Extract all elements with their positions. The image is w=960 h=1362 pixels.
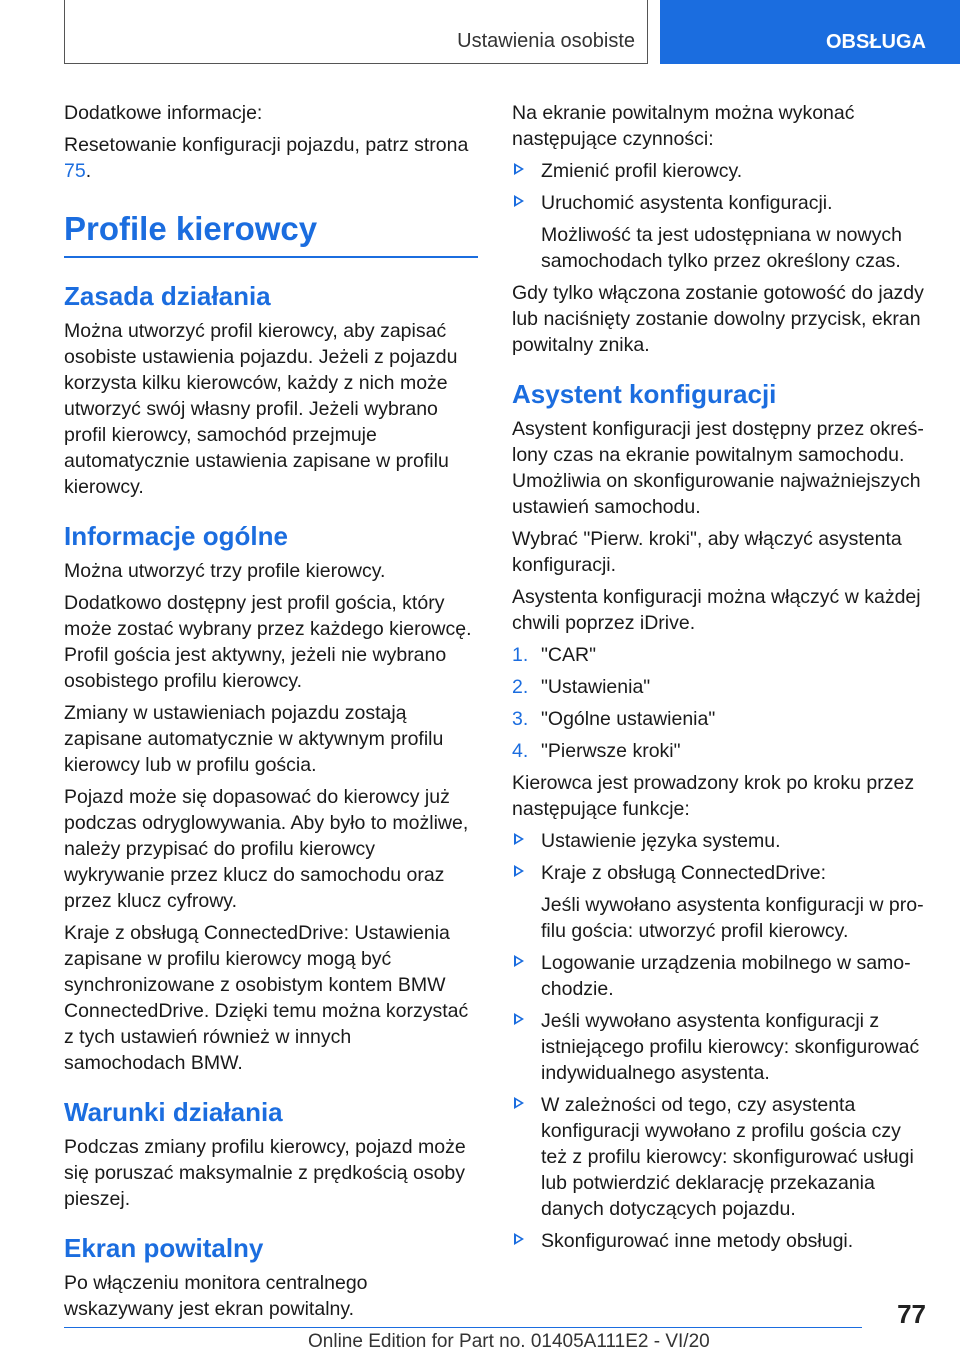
page-number: 77 bbox=[897, 1299, 926, 1329]
list-item: Ustawienie języka systemu. bbox=[512, 828, 926, 854]
triangle-bullet-icon bbox=[514, 865, 524, 877]
chapter-tab[interactable] bbox=[660, 0, 960, 64]
numbered-step: 1. "CAR" bbox=[512, 644, 597, 666]
section-heading: Ekran powitalny bbox=[64, 1233, 264, 1263]
page-link[interactable]: 75 bbox=[64, 160, 86, 182]
list-item: Zmienić profil kierowcy. bbox=[512, 158, 926, 184]
paragraph: Można utworzyć trzy profile kierowcy. bbox=[64, 560, 386, 582]
triangle-bullet-icon bbox=[514, 955, 524, 967]
triangle-bullet-icon bbox=[514, 1097, 524, 1109]
paragraph: Dodatkowo dostępny jest profil gościa, który może zostać wybrany przez każdego kierowcę. Profil gościa jest aktywny, jeżeli nie wybrano osobistego profilu kierowcy. bbox=[64, 592, 472, 692]
footer-divider bbox=[64, 1327, 862, 1328]
section-heading: Informacje ogólne bbox=[64, 521, 288, 551]
paragraph: Dodatkowe informacje: bbox=[64, 102, 263, 124]
left-column bbox=[64, 100, 478, 1328]
list-item: Logowanie urządzenia mobilnego w samochodzie. bbox=[512, 950, 926, 1002]
list-item-note: Jeśli wywołano asystenta konfiguracji w profilu gościa: utworzyć profil kierowcy. bbox=[541, 894, 924, 942]
chapter-heading: Profile kierowcy bbox=[64, 210, 478, 258]
paragraph: Asystenta konfiguracji można włączyć w każdej chwili poprzez iDrive. bbox=[512, 586, 921, 634]
paragraph: Można utworzyć profil kierowcy, aby zapisać osobiste ustawienia pojazdu. Jeżeli z pojazdu korzysta kilku kierowców, każdy z nich może utworzyć swój własny profil. Jeżeli wybrano profil kierowcy, samochód przejmuje automatycznie ustawienia zapisane w profilu kierowcy. bbox=[64, 320, 458, 498]
paragraph: Kraje z obsługą ConnectedDrive: Ustawienia zapisane w profilu kierowcy mogą być synchronizowane z osobistym kontem BMW ConnectedDrive. Dzięki temu można korzystać z tych ustawień również w innych samochodach BMW. bbox=[64, 922, 469, 1074]
paragraph: Wybrać "Pierw. kroki", aby włączyć asystenta konfiguracji. bbox=[512, 528, 902, 576]
triangle-bullet-icon bbox=[514, 833, 524, 845]
section-heading: Warunki działania bbox=[64, 1097, 283, 1127]
list-item: W zależności od tego, czy asystenta konfiguracji wywołano z profilu gościa czy też z profilu kierowcy: skonfigurować usługi lub potwierdzić deklarację przekazania danych dotyczących pojazdu. bbox=[512, 1092, 926, 1222]
right-column bbox=[512, 100, 926, 1260]
numbered-step: 2. "Ustawienia" bbox=[512, 676, 651, 698]
paragraph: Zmiany w ustawieniach pojazdu zostają zapisane automatycznie w aktywnym profilu kierowcy lub w profilu gościa. bbox=[64, 702, 444, 776]
triangle-bullet-icon bbox=[514, 163, 524, 175]
paragraph: Gdy tylko włączona zostanie gotowość do jazdy lub naciśnięty zostanie dowolny przycisk, ekran powitalny znika. bbox=[512, 282, 924, 356]
triangle-bullet-icon bbox=[514, 1013, 524, 1025]
list-item: Skonfigurować inne metody obsługi. bbox=[512, 1228, 926, 1254]
paragraph-reference: Resetowanie konfiguracji pojazdu, patrz strona 75. bbox=[64, 134, 469, 182]
paragraph: Asystent konfiguracji jest dostępny przez określony czas na ekranie powitalnym samochodu. Umożliwia on skonfigurowanie najważniejszych ustawień samochodu. bbox=[512, 418, 924, 518]
section-heading: Asystent konfiguracji bbox=[512, 379, 777, 409]
triangle-bullet-icon bbox=[514, 1233, 524, 1245]
numbered-step: 4. "Pierwsze kroki" bbox=[512, 740, 681, 762]
list-item: Kraje z obsługą ConnectedDrive: bbox=[512, 860, 926, 886]
triangle-bullet-icon bbox=[514, 195, 524, 207]
section-heading: Zasada działania bbox=[64, 281, 271, 311]
list-item-note: Możliwość ta jest udostępniana w nowych samochodach tylko przez określony czas. bbox=[541, 224, 902, 272]
chapter-tab-label: OBSŁUGA bbox=[826, 30, 926, 53]
section-title: Ustawienia osobiste bbox=[457, 30, 635, 52]
paragraph: Pojazd może się dopasować do kierowcy już podczas odryglowywania. Aby było to możliwe, należy przypisać do profilu kierowcy wykrywanie przez klucz do samochodu oraz przez klucz cyfrowy. bbox=[64, 786, 469, 912]
paragraph: Kierowca jest prowadzony krok po kroku przez następujące funkcje: bbox=[512, 772, 915, 820]
paragraph: Po włączeniu monitora centralnego wskazywany jest ekran powitalny. bbox=[64, 1272, 368, 1320]
list-item: Jeśli wywołano asystenta konfiguracji z istniejącego profilu kierowcy: skonfigurować indywidualnego asystenta. bbox=[512, 1008, 926, 1086]
header-box bbox=[64, 0, 648, 64]
edition-note: Online Edition for Part no. 01405A111E2 - VI/20 bbox=[308, 1331, 710, 1352]
paragraph: Na ekranie powitalnym można wykonać następujące czynności: bbox=[512, 102, 855, 150]
list-item: Uruchomić asystenta konfiguracji. bbox=[512, 190, 926, 216]
numbered-step: 3. "Ogólne ustawienia" bbox=[512, 708, 716, 730]
paragraph: Podczas zmiany profilu kierowcy, pojazd może się poruszać maksymalnie z prędkością osoby pieszej. bbox=[64, 1136, 466, 1210]
